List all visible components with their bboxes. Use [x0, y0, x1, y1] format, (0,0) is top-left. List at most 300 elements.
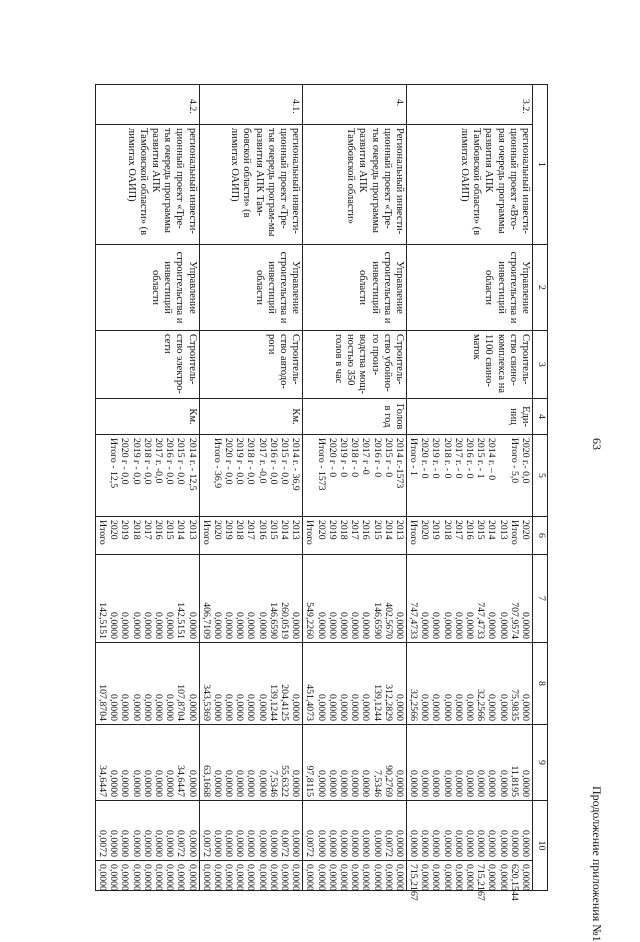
row-number: 4.1. [199, 85, 303, 125]
col8-value: 7,5346 [371, 770, 383, 797]
target-values-value: 2017 г -0 [360, 438, 372, 475]
target-values-value: 2016 г - 0,0 [267, 438, 279, 485]
col7-value: 75,9835 [508, 689, 520, 721]
header-cell: 6 [533, 517, 548, 555]
col9-value: 0,0000 [371, 830, 383, 857]
col8-value: 0,0000 [326, 770, 338, 797]
target-values-value: Итого - 1573 [315, 438, 327, 491]
col8-value: 0,0000 [223, 770, 235, 797]
project-name: региональный инвести-ционный проект «Вто-рая очередь программы развития АПК Тамбовской области» (в лимитах ОАИП) [406, 125, 532, 245]
col7-value: 0,0000 [234, 694, 246, 721]
col7-value: 0,0000 [464, 694, 476, 721]
target-values-value: 2018 г. - 0 [441, 438, 453, 479]
year-value: 2015 [164, 520, 176, 540]
col8-value: 0,0000 [119, 770, 131, 797]
col6-value: 0,0000 [464, 612, 476, 639]
col8-value: 0,0000 [464, 770, 476, 797]
col8-value: 55,6322 [279, 765, 291, 797]
year-value: 2019 [119, 520, 131, 540]
col7-value: 0,0000 [186, 694, 198, 721]
year-value: Итого [200, 520, 212, 545]
col7-value: 0,0000 [315, 694, 327, 721]
col7-value: 0,0000 [349, 694, 361, 721]
target-values-value: Итого - 5,0 [508, 438, 520, 484]
year-value: 2013 [186, 520, 198, 540]
target-values [95, 435, 199, 517]
year-value: 2016 [256, 520, 268, 540]
target-values-value: 2014 г. – 0 [486, 438, 498, 481]
col6-value: 0,0000 [211, 612, 223, 639]
col7-value: 204,4125 [279, 684, 291, 721]
col7-value: 0,0000 [164, 694, 176, 721]
col7-value: 107,8704 [175, 684, 187, 721]
col10-value: 0,0000 [349, 864, 361, 891]
col6-value: 0,0000 [245, 612, 257, 639]
col6-value: 707,9574 [508, 602, 520, 639]
target-values-value: Итого - 12,5 [108, 438, 120, 489]
col9-value: 0,0000 [141, 830, 153, 857]
year-value: 2019 [326, 520, 338, 540]
target-values-value [497, 438, 508, 513]
year-value: 2016 [360, 520, 372, 540]
col10-value: 0,0000 [441, 864, 453, 891]
col7-value: 0,0000 [245, 694, 257, 721]
col6-value: 0,0000 [186, 612, 198, 639]
col7-value: 0,0000 [211, 694, 223, 721]
col6-value: 549,2260 [304, 602, 316, 639]
col9-value: 0,0000 [234, 830, 246, 857]
responsible-org: Управление строительства и инвестиций области [406, 245, 532, 331]
col9-value: 0,0000 [393, 830, 405, 857]
col9-value: 0,0000 [475, 830, 487, 857]
target-values-value: 2017 г. -0,0 [153, 438, 164, 484]
col6-value: 0,0000 [153, 612, 164, 639]
col8-value: 0,0000 [245, 770, 257, 797]
col9-value: 0,0000 [186, 830, 198, 857]
col9-value: 0,0000 [338, 830, 349, 857]
target-values-value: 2014 г. - 12,5 [186, 438, 198, 491]
col7-value: 0,0000 [419, 694, 431, 721]
col8-value: 0,0000 [153, 770, 164, 797]
col6-value: 0,0000 [315, 612, 327, 639]
col7 [199, 643, 303, 725]
target-values-value: 2016 г - 0,0 [164, 438, 176, 485]
col6-value: 406,7109 [200, 602, 212, 639]
col9-value: 0,0072 [279, 830, 291, 857]
col8 [199, 725, 303, 801]
target-values-value: 2017 г. -0,0 [256, 438, 268, 484]
target-values-value: 2019 г - 0 [338, 438, 349, 478]
target-values-value: 2020 г. - 0 [419, 438, 431, 479]
program-table [95, 84, 548, 901]
target-values-value: 2019 г - 0,0 [234, 438, 246, 485]
row-number: 3.2. [406, 85, 532, 125]
year [199, 517, 303, 555]
col7-value: 0,0000 [223, 694, 235, 721]
col9-value: 0,0000 [290, 830, 302, 857]
col6-value: 0,0000 [234, 612, 246, 639]
col8-value: 0,0000 [408, 770, 420, 797]
year [406, 517, 532, 555]
target-values [406, 435, 532, 517]
col10-value: 0,0000 [153, 864, 164, 891]
object-description: Строитель-ство убойно-го произ-водства мощ-ностью 350 голов в час [303, 331, 407, 399]
col9-value: 0,0000 [419, 830, 431, 857]
col8-value: 34,6447 [97, 765, 109, 797]
object-description: Строитель-ство электро-сети [95, 331, 199, 399]
col6-value: 0,0000 [430, 612, 442, 639]
col9-value: 0,0072 [304, 830, 316, 857]
col7-value: 312,2829 [382, 684, 394, 721]
year-value: 2017 [452, 520, 464, 540]
col10-value: 0,0000 [326, 864, 338, 891]
target-values-value: 2018 г - 0 [349, 438, 361, 478]
col10-value: 0,0000 [452, 864, 464, 891]
col8-value: 7,5346 [267, 770, 279, 797]
col8-value: 0,0000 [256, 770, 268, 797]
col7-value: 0,0000 [452, 694, 464, 721]
col6-value: 0,0000 [393, 612, 405, 639]
col7 [95, 643, 199, 725]
col7-value: 0,0000 [141, 694, 153, 721]
target-values-value: 2019 г. - 0 [430, 438, 442, 479]
col6-value: 747,4733 [475, 602, 487, 639]
col10-value: 0,0000 [186, 864, 198, 891]
col10-value: 715,2167 [475, 864, 487, 901]
col6-value: 0,0000 [338, 612, 349, 639]
col6-value: 0,0000 [164, 612, 176, 639]
year-value: 2016 [464, 520, 476, 540]
col7-value: 343,5369 [200, 684, 212, 721]
year-value: 2017 [349, 520, 361, 540]
col10-value: 0,0000 [164, 864, 176, 891]
col9-value: 0,0000 [164, 830, 176, 857]
target-values-value: Итого - 1 [408, 438, 420, 476]
responsible-org: Управление строительства и инвестиций области [95, 245, 199, 331]
col6-value: 0,0000 [520, 612, 531, 639]
table-row [199, 85, 303, 891]
col10-value: 0,0000 [382, 864, 394, 891]
col6-value: 0,0000 [452, 612, 464, 639]
year-value: 2018 [338, 520, 349, 540]
target-values-value: 2018 г - 0,0 [245, 438, 257, 485]
target-values-value: 2020 г - 0 [326, 438, 338, 478]
col10-value: 715,2167 [408, 864, 420, 901]
row-number: 4.2. [95, 85, 199, 125]
col6-value: 747,4733 [408, 602, 420, 639]
col10-value: 0,0000 [97, 864, 109, 891]
col10-value: 0,0000 [108, 864, 120, 891]
year-value: 2018 [234, 520, 246, 540]
col10-value: 0,0000 [256, 864, 268, 891]
col6-value: 0,0000 [141, 612, 153, 639]
col6-value: 0,0000 [290, 612, 302, 639]
target-values-value: 2014 г.-1573 [393, 438, 405, 489]
col9-value: 0,0000 [245, 830, 257, 857]
col7-value: 451,4073 [304, 684, 316, 721]
target-values-value: 2014 г. - 36,9 [290, 438, 302, 491]
col6-value: 0,0000 [360, 612, 372, 639]
target-values-value: 2017 г. - 0 [452, 438, 464, 479]
col7-value: 32,2566 [408, 689, 420, 721]
year-value: Итого [408, 520, 420, 545]
col9-value: 0,0000 [441, 830, 453, 857]
target-values-value: 2015 г - 0,0 [279, 438, 291, 485]
year-value: 2014 [486, 520, 498, 540]
col6 [199, 555, 303, 643]
target-values-value: 2018 г - 0,0 [141, 438, 153, 485]
object-description: Строитель-ство автодо-роги [199, 331, 303, 399]
col9-value: 0,0000 [119, 830, 131, 857]
col7-value: 0,0000 [430, 694, 442, 721]
responsible-org: Управление строительства и инвестиций области [303, 245, 407, 331]
continuation-title: Продолжение приложения №1 [590, 786, 604, 942]
col10-value: 0,0000 [315, 864, 327, 891]
year-value: 2020 [211, 520, 223, 540]
col6-value: 0,0000 [419, 612, 431, 639]
col6-value: 0,0000 [486, 612, 498, 639]
target-values-value: 2020 г - 0,0 [223, 438, 235, 485]
project-name: региональный инвести-ционный проект «Тре-тья очередь программы развития АПК Тамбовской области» (в лимитах ОАИП) [95, 125, 199, 245]
col7-value: 107,8704 [97, 684, 109, 721]
col9-value: 0,0000 [430, 830, 442, 857]
year-value: 2015 [475, 520, 487, 540]
col6-value: 0,0000 [441, 612, 453, 639]
col8-value: 0,0000 [164, 770, 176, 797]
col10 [199, 861, 303, 891]
year-value: 2016 [153, 520, 164, 540]
table-row [406, 85, 532, 891]
col6-value: 142,5151 [175, 602, 187, 639]
col8-value: 0,0000 [186, 770, 198, 797]
col10-value: 0,0000 [119, 864, 131, 891]
header-cell: 2 [533, 245, 548, 331]
target-values-value: 2016 г - 0 [371, 438, 383, 478]
col7-value: 0,0000 [497, 694, 509, 721]
table-row [95, 85, 199, 891]
col7-value: 0,0000 [520, 694, 531, 721]
col9-value: 0,0000 [153, 830, 164, 857]
object-description: Строитель-ство свино-комплекса на 1100 свино-маток [406, 331, 532, 399]
unit: Км. [95, 399, 199, 435]
col10-value: 0,0000 [141, 864, 153, 891]
col9-value: 0,0000 [315, 830, 327, 857]
year-value: 2014 [382, 520, 394, 540]
col10-value: 0,0000 [211, 864, 223, 891]
col10-value: 0,0000 [464, 864, 476, 891]
target-values-value: Итого - 36,9 [211, 438, 223, 489]
col8 [406, 725, 532, 801]
col10-value: 0,0000 [290, 864, 302, 891]
unit: Голов в год [303, 399, 407, 435]
col10-value: 0,0000 [520, 864, 531, 891]
col10 [95, 861, 199, 891]
col8-value: 0,0000 [486, 770, 498, 797]
col10-value: 0,0000 [200, 864, 212, 891]
col7-value: 139,1244 [267, 684, 279, 721]
col8-value: 63,1668 [200, 765, 212, 797]
col6-value: 146,6590 [371, 602, 383, 639]
col9-value: 0,0072 [175, 830, 187, 857]
year-value: 2013 [393, 520, 405, 540]
col8-value: 0,0000 [338, 770, 349, 797]
target-values [199, 435, 303, 517]
col6-value: 0,0000 [119, 612, 131, 639]
col7-value: 32,2566 [475, 689, 487, 721]
col8-value: 0,0000 [393, 770, 405, 797]
year-value: 2017 [141, 520, 153, 540]
col9 [199, 801, 303, 861]
header-cell: 8 [533, 643, 548, 725]
col9-value: 0,0000 [267, 830, 279, 857]
col7-value: 0,0000 [326, 694, 338, 721]
col10-value: 0,0000 [430, 864, 442, 891]
header-cell: 7 [533, 555, 548, 643]
col7-value: 0,0000 [360, 694, 372, 721]
col9 [406, 801, 532, 861]
col10-value: 0,0000 [419, 864, 431, 891]
col10-value: 0,0000 [279, 864, 291, 891]
col10 [303, 861, 407, 891]
col10 [406, 861, 532, 901]
col8-value: 0,0000 [211, 770, 223, 797]
col10-value: 0,0000 [304, 864, 316, 891]
col10-value: 0,0000 [360, 864, 372, 891]
col8-value: 0,0000 [475, 770, 487, 797]
year-value: 2020 [315, 520, 327, 540]
header-cell: 4 [533, 399, 548, 435]
col10-value: 620,1544 [508, 864, 520, 901]
col8-value: 0,0000 [441, 770, 453, 797]
col10-value: 0,0000 [393, 864, 405, 891]
header-cell: 10 [533, 801, 548, 891]
year-value: 2017 [245, 520, 257, 540]
header-row [533, 85, 548, 891]
col8-value: 0,0000 [234, 770, 246, 797]
target-values [303, 435, 407, 517]
col10-value: 0,0000 [497, 864, 509, 891]
header-cell: 1 [533, 85, 548, 245]
col6 [95, 555, 199, 643]
col6-value: 402,5670 [382, 602, 394, 639]
year-value: 2018 [441, 520, 453, 540]
year-value: Итого [508, 520, 520, 545]
col9-value: 0,0072 [97, 830, 109, 857]
col8-value: 0,0000 [141, 770, 153, 797]
target-values-value: 2016 г. - 0 [464, 438, 476, 479]
col9-value: 0,0000 [256, 830, 268, 857]
year-value: 2020 [108, 520, 120, 540]
col9-value: 0,0000 [508, 830, 520, 857]
target-values-value: 2019 г - 0,0 [130, 438, 142, 485]
col6-value: 142,5151 [97, 602, 109, 639]
col10-value: 0,0000 [245, 864, 257, 891]
col9-value: 0,0000 [326, 830, 338, 857]
year-value: 2019 [223, 520, 235, 540]
col9-value: 0,0000 [497, 830, 509, 857]
col9-value: 0,0000 [464, 830, 476, 857]
col9-value: 0,0000 [520, 830, 531, 857]
year-value: 2020 [520, 520, 531, 540]
header-cell: 5 [533, 435, 548, 517]
col10-value: 0,0000 [234, 864, 246, 891]
col6 [406, 555, 532, 643]
year-value: 2015 [371, 520, 383, 540]
col7-value: 0,0000 [130, 694, 142, 721]
target-values-value: 2020 г - 0,0 [119, 438, 131, 485]
col9 [95, 801, 199, 861]
target-values-value: 2015 г. - 1 [475, 438, 487, 479]
year-value: Итого [304, 520, 316, 545]
col8-value: 11,8195 [508, 765, 520, 797]
row-number: 4. [303, 85, 407, 125]
col9-value: 0,0000 [211, 830, 223, 857]
col9-value: 0,0000 [223, 830, 235, 857]
col9-value: 0,0072 [200, 830, 212, 857]
col7-value: 0,0000 [290, 694, 302, 721]
col8-value: 0,0000 [430, 770, 442, 797]
year-value: 2013 [497, 520, 509, 540]
year-value: 2015 [267, 520, 279, 540]
col10-value: 0,0000 [371, 864, 383, 891]
col7-value: 0,0000 [441, 694, 453, 721]
col8-value: 34,6447 [175, 765, 187, 797]
col7-value: 0,0000 [108, 694, 120, 721]
table-row [303, 85, 407, 891]
col9 [303, 801, 407, 861]
col7-value: 0,0000 [256, 694, 268, 721]
col7 [303, 643, 407, 725]
year-value: 2014 [175, 520, 187, 540]
col8-value: 0,0000 [130, 770, 142, 797]
col8-value: 0,0000 [497, 770, 509, 797]
col9-value: 0,0000 [486, 830, 498, 857]
col8-value: 0,0000 [349, 770, 361, 797]
col6-value: 0,0000 [108, 612, 120, 639]
col10-value: 0,0000 [130, 864, 142, 891]
target-values-value: 2015 г - 0 [382, 438, 394, 478]
unit: Км. [199, 399, 303, 435]
col9-value: 0,0000 [452, 830, 464, 857]
target-values-value: 2020 г.- 0,0 [520, 438, 531, 484]
col10-value: 0,0000 [175, 864, 187, 891]
col6-value: 0,0000 [349, 612, 361, 639]
header-cell: 9 [533, 725, 548, 801]
col8-value: 97,8115 [304, 765, 316, 797]
col6 [303, 555, 407, 643]
col8 [303, 725, 407, 801]
project-name: Региональный инвести-ционный проект «Тре-тья очередь программы развития АПК Тамбовской области» [303, 125, 407, 245]
col6-value: 0,0000 [223, 612, 235, 639]
col8-value: 0,0000 [360, 770, 372, 797]
col8-value: 0,0000 [108, 770, 120, 797]
col6-value: 0,0000 [256, 612, 268, 639]
header-cell: 3 [533, 331, 548, 399]
col7-value: 0,0000 [153, 694, 164, 721]
col7-value: 139,1244 [371, 684, 383, 721]
col8-value: 0,0000 [452, 770, 464, 797]
col6-value: 260,0519 [279, 602, 291, 639]
col10-value: 0,0000 [338, 864, 349, 891]
col8-value: 0,0000 [419, 770, 431, 797]
year-value: 2020 [419, 520, 431, 540]
col10-value: 0,0000 [267, 864, 279, 891]
col6-value: 0,0000 [130, 612, 142, 639]
col9-value: 0,0000 [130, 830, 142, 857]
col9-value: 0,0000 [108, 830, 120, 857]
col9-value: 0,0000 [349, 830, 361, 857]
col7-value: 0,0000 [119, 694, 131, 721]
